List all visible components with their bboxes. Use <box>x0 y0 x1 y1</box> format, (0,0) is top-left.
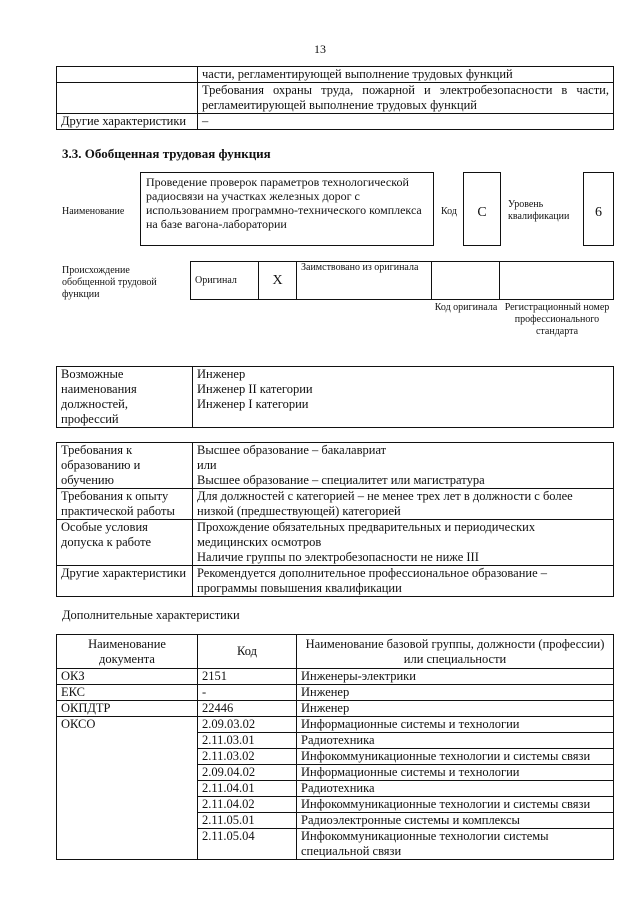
req-label: Особые условия допуска к работе <box>57 520 193 566</box>
origin-label: Происхождение обобщенной трудовой функции <box>62 265 157 300</box>
level-value: 6 <box>583 172 614 246</box>
position-item: Инженер II категории <box>197 382 313 396</box>
req-row-other <box>57 566 614 597</box>
positions-label: Возможные наименования должностей, профессий <box>57 367 193 428</box>
position-item: Инженер I категории <box>197 397 309 411</box>
top-table <box>56 66 614 130</box>
cell-document: ЕКС <box>57 685 198 701</box>
positions-values <box>193 367 614 428</box>
name-label: Наименование <box>62 206 125 217</box>
position-item: Инженер <box>197 367 246 381</box>
req-row-education <box>57 443 614 489</box>
cell-name: Инженеры-электрики <box>297 669 614 685</box>
cell-code: 2151 <box>198 669 297 685</box>
code-origin-caption: Код оригинала <box>434 302 498 313</box>
cell-name: Инженер <box>297 685 614 701</box>
header-document: Наименование документа <box>57 635 198 669</box>
additional-title: Дополнительные характеристики <box>62 608 240 622</box>
top-row1: части, регламентирующей выполнение трудовых функций <box>198 67 614 83</box>
top-row3-value: – <box>198 114 614 130</box>
req-value: Высшее образование – бакалавриат <box>197 443 387 457</box>
origin-table <box>190 261 614 300</box>
cell-code: - <box>198 685 297 701</box>
name-text: Проведение проверок параметров технологической радиосвязи на участках железных дорог с использованием программно-технического комплекса на базе вагона-лаборатории <box>140 172 434 246</box>
header-code: Код <box>198 635 297 669</box>
cell-name: Радиотехника <box>297 781 614 797</box>
cell-name: Инфокоммуникационные технологии и системы связи <box>297 797 614 813</box>
cell-name: Информационные системы и технологии <box>297 717 614 733</box>
page-number: 13 <box>314 42 326 56</box>
code-label: Код <box>441 206 457 217</box>
cell-name: Информационные системы и технологии <box>297 765 614 781</box>
cell-name: Радиотехника <box>297 733 614 749</box>
requirements-table <box>56 442 614 597</box>
level-label: Уровень квалификации <box>508 199 570 222</box>
original-mark: X <box>259 262 297 300</box>
cell-code: 2.11.04.01 <box>198 781 297 797</box>
cell-code: 22446 <box>198 701 297 717</box>
top-row2: Требования охраны труда, пожарной и электробезопасности в части, регламеитирующей выполнение трудовых функций <box>198 83 614 114</box>
top-row3-label: Другие характеристики <box>57 114 198 130</box>
cell-document: ОКЗ <box>57 669 198 685</box>
borrowed-label: Заимствовано из оригинала <box>297 262 432 300</box>
cell-code: 2.11.03.02 <box>198 749 297 765</box>
req-value: Наличие группы по электробезопасности не ниже III <box>197 550 479 564</box>
req-label: Требования к опыту практической работы <box>57 489 193 520</box>
additional-table <box>56 634 614 860</box>
table-row <box>57 669 614 685</box>
req-value: Прохождение обязательных предварительных и периодических медицинских осмотров <box>197 520 536 549</box>
req-label: Другие характеристики <box>57 566 193 597</box>
cell-document: ОКСО <box>57 717 198 860</box>
positions-table <box>56 366 614 428</box>
cell-name: Инженер <box>297 701 614 717</box>
cell-name: Радиоэлектронные системы и комплексы <box>297 813 614 829</box>
reg-number-caption: Регистрационный номер профессионального стандарта <box>504 302 610 337</box>
cell-document: ОКПДТР <box>57 701 198 717</box>
code-value: C <box>463 172 501 246</box>
cell-code: 2.11.05.04 <box>198 829 297 860</box>
cell-code: 2.09.03.02 <box>198 717 297 733</box>
cell-name: Инфокоммуникационные технологии системы специальной связи <box>297 829 614 860</box>
section-title: 3.3. Обобщенная трудовая функция <box>62 146 271 161</box>
additional-rows <box>57 669 614 860</box>
req-row-experience <box>57 489 614 520</box>
header-name: Наименование базовой группы, должности (профессии) или специальности <box>297 635 614 669</box>
cell-code: 2.11.05.01 <box>198 813 297 829</box>
cell-code: 2.09.04.02 <box>198 765 297 781</box>
table-row <box>57 701 614 717</box>
req-value: Рекомендуется дополнительное профессиональное образование – программы повышения квалификации <box>193 566 614 597</box>
req-value: Для должностей с категорией – не менее трех лет в должности с более низкой (предшествующей) категорией <box>193 489 614 520</box>
cell-code: 2.11.03.01 <box>198 733 297 749</box>
req-value: Высшее образование – специалитет или магистратура <box>197 473 485 487</box>
cell-code: 2.11.04.02 <box>198 797 297 813</box>
req-value: или <box>197 458 217 472</box>
table-row <box>57 717 614 733</box>
original-label: Оригинал <box>191 262 259 300</box>
cell-name: Инфокоммуникационные технологии и системы связи <box>297 749 614 765</box>
table-row <box>57 685 614 701</box>
req-label: Требования к образованию и обучению <box>57 443 193 489</box>
req-row-conditions <box>57 520 614 566</box>
